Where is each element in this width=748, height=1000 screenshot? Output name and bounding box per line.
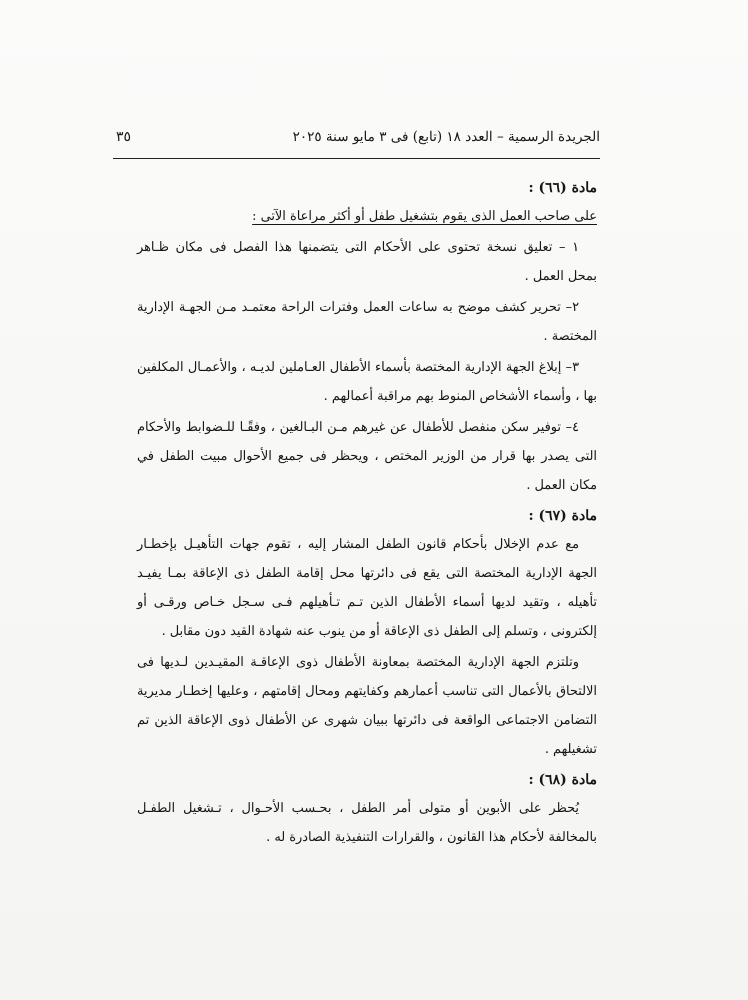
article-66-item-4: ٤– توفير سكن منفصل للأطفال عن غيرهم مـن البـالغين ، وفقًـا للـضوابط والأحكام التى يصدر بها قرار من الوزير المختص ، ويحظر فى جميع الأحوال مبيت الطفل في مكان العمل .: [137, 420, 597, 493]
article-67-paragraph-1: مع عدم الإخلال بأحكام قانون الطفل المشار إليه ، تقوم جهات التأهيـل بإخطـار الجهة الإدارية المختصة التى يقع فى دائرتها محل إقامة الطفل ذى الإعاقة بمـا يفيـد تأهيله ، وتقيد لديها أسماء الأطفال الذين تـم تـأهيلهم فـى سـجل خـاص ورقـى أو إلكترونى ، وتسلم إلى الطفل ذى الإعاقة أو من ينوب عنه شهادة القيد دون مقابل .: [137, 537, 597, 639]
header-divider: [113, 158, 600, 159]
gazette-header-title: الجريدة الرسمية – العدد ١٨ (تابع) فى ٣ مايو سنة ٢٠٢٥: [292, 129, 600, 145]
page-header: [113, 126, 600, 154]
article-67: [137, 502, 597, 764]
article-66-item-3: ٣– إبلاغ الجهة الإدارية المختصة بأسماء الأطفال العـاملين لديـه ، والأعمـال المكلفين بها ، وأسماء الأشخاص المنوط بهم مراقبة أعمالهم .: [137, 360, 597, 404]
article-68-paragraph-1: يُحظر على الأبوين أو متولى أمر الطفل ، بحـسب الأحـوال ، تـشغيل الطفـل بالمخالفة لأحكام هذا القانون ، والقرارات التنفيذية الصادرة له .: [137, 801, 597, 845]
article-68: [137, 766, 597, 852]
article-66-title: مادة (٦٦) :: [528, 180, 597, 196]
page-number: ٣٥: [116, 129, 132, 145]
article-67-paragraph-2: وتلتزم الجهة الإدارية المختصة بمعاونة الأطفال ذوى الإعاقـة المقيـدين لـديها فى الالتحاق بالأعمال التى تناسب أعمارهم وكفايتهم ومحال إقامتهم ، وعليها إخطـار مديرية التضامن الاجتماعى الواقعة فى دائرتها ببيان شهرى عن الأطفال ذوى الإعاقة الذين تم تشغيلهم .: [137, 655, 597, 757]
document-body: [137, 174, 597, 854]
article-66-intro: على صاحب العمل الذى يقوم بتشغيل طفل أو أكثر مراعاة الآتى :: [252, 209, 597, 224]
article-67-title: مادة (٦٧) :: [528, 508, 597, 524]
article-68-title: مادة (٦٨) :: [528, 772, 597, 788]
article-66: [137, 174, 597, 500]
article-66-item-2: ٢– تحرير كشف موضح به ساعات العمل وفترات الراحة معتمـد مـن الجهـة الإدارية المختصة .: [137, 300, 597, 344]
article-66-item-1: ١ – تعليق نسخة تحتوى على الأحكام التى يتضمنها هذا الفصل فى مكان ظـاهر بمحل العمل .: [137, 240, 597, 284]
